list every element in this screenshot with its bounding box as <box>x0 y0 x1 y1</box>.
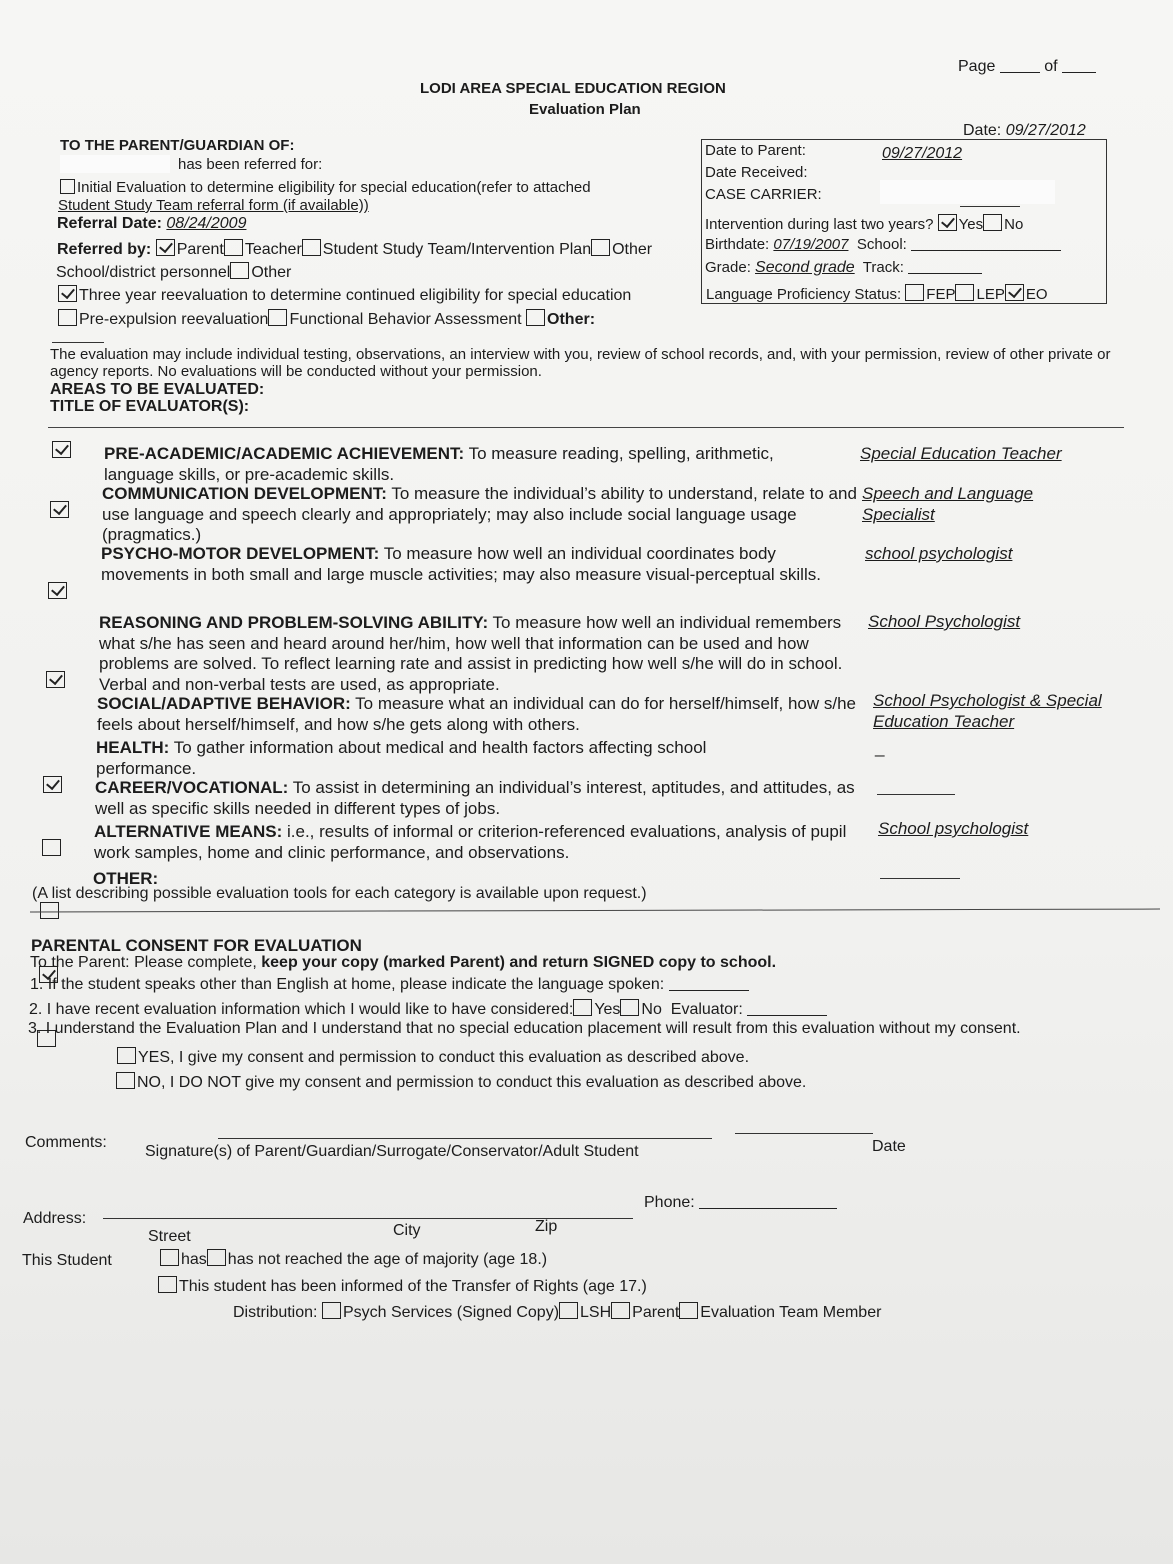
address-label: Address: <box>23 1210 87 1227</box>
to-parent-label: TO THE PARENT/GUARDIAN OF: <box>60 137 295 154</box>
city-label: City <box>393 1222 421 1239</box>
area-checkbox[interactable] <box>52 441 71 458</box>
area-description: PSYCHO-MOTOR DEVELOPMENT: To measure how well an individual coordinates body movements in both small and large muscle activities; may also measure visual-perceptual skills. <box>101 544 821 584</box>
evaluator-blank <box>877 794 955 795</box>
divider-top <box>48 427 1124 428</box>
consider-yes-checkbox[interactable] <box>573 999 592 1016</box>
personnel-row: School/district personnel Other <box>56 264 292 281</box>
initial-eval-checkbox[interactable] <box>60 179 75 194</box>
signature-label: Signature(s) of Parent/Guardian/Surrogate/Conservator/Adult Student <box>145 1143 639 1160</box>
distribution-row: Distribution: Psych Services (Signed Copy) LSH Parent Evaluation Team Member <box>233 1304 882 1321</box>
area-description: COMMUNICATION DEVELOPMENT: To measure the individual’s ability to understand, relate to and use language and speech clearly and appropriately; may also include social language usage (pragmatics.) <box>102 484 857 544</box>
consent-no-checkbox[interactable] <box>116 1072 135 1089</box>
signature-line[interactable] <box>218 1138 712 1139</box>
form-title: Evaluation Plan <box>529 101 641 118</box>
parent-checkbox[interactable] <box>156 239 175 256</box>
referral-date: Referral Date: 08/24/2009 <box>57 215 247 232</box>
consent-heading: PARENTAL CONSENT FOR EVALUATION <box>31 936 362 955</box>
zip-label: Zip <box>535 1218 558 1235</box>
eo-checkbox[interactable] <box>1005 284 1024 301</box>
birthdate-row: Birthdate: 07/19/2007 School: <box>705 236 1061 253</box>
parent-dist-checkbox[interactable] <box>611 1302 630 1319</box>
evaluator-label: School psychologist <box>878 819 1029 838</box>
transfer-row[interactable]: This student has been informed of the Transfer of Rights (age 17.) <box>158 1276 647 1296</box>
transfer-checkbox[interactable] <box>158 1276 177 1293</box>
other-checkbox[interactable] <box>591 239 610 256</box>
language-row: Language Proficiency Status: FEP LEP EO <box>706 286 1048 303</box>
teacher-checkbox[interactable] <box>224 239 243 256</box>
area-checkbox[interactable] <box>42 839 61 856</box>
intervention-row: Intervention during last two years? Yes No <box>705 216 1024 233</box>
tools-note: (A list describing possible evaluation tools for each category is available upon request.) <box>32 885 647 902</box>
redacted-name <box>60 155 170 173</box>
date-to-parent-value: 09/27/2012 <box>882 145 963 162</box>
majority-row: has has not reached the age of majority (age 18.) <box>160 1249 547 1269</box>
has-not-checkbox[interactable] <box>207 1249 226 1266</box>
initial-eval-option[interactable]: Initial Evaluation to determine eligibility for special education(refer to attached <box>60 179 591 196</box>
area-checkbox[interactable] <box>46 671 65 688</box>
grade-row: Grade: Second grade Track: <box>705 259 982 277</box>
referred-by-row: Referred by: Parent Teacher Student Study Team/Intervention Plan Other <box>57 241 653 258</box>
this-student-label: This Student <box>22 1252 112 1269</box>
date-line[interactable] <box>735 1133 873 1134</box>
intervention-no-checkbox[interactable] <box>983 214 1002 231</box>
area-checkbox[interactable] <box>50 501 69 518</box>
case-carrier-line <box>960 206 1020 207</box>
page-number: Page of <box>958 58 1096 76</box>
lsh-checkbox[interactable] <box>559 1302 578 1319</box>
evaluator-label: _ <box>875 738 885 757</box>
area-checkbox[interactable] <box>48 582 67 599</box>
three-year-checkbox[interactable] <box>58 285 77 302</box>
area-description: HEALTH: To gather information about medical and health factors affecting school performance. <box>96 738 707 778</box>
comments-label: Comments: <box>25 1134 107 1151</box>
other-bold-checkbox[interactable] <box>526 309 545 326</box>
form-date: Date: 09/27/2012 <box>963 122 1086 139</box>
pre-expulsion-checkbox[interactable] <box>58 309 77 326</box>
date-received-label: Date Received: <box>705 164 808 181</box>
referred-for-label: has been referred for: <box>178 156 323 173</box>
has-checkbox[interactable] <box>160 1249 179 1266</box>
area-checkbox[interactable] <box>43 776 62 793</box>
consent-item-2: 2. I have recent evaluation information which I would like to have considered: Yes No Evaluator: <box>29 999 827 1019</box>
org-title: LODI AREA SPECIAL EDUCATION REGION <box>420 80 726 97</box>
evaluator-label: School Psychologist <box>868 612 1021 631</box>
area-description: CAREER/VOCATIONAL: To assist in determining an individual’s interest, aptitudes, and attitudes, as well as specific skills needed in different types of jobs. <box>95 778 855 818</box>
psych-services-checkbox[interactable] <box>322 1302 341 1319</box>
three-year-option[interactable]: Three year reevaluation to determine continued eligibility for special education <box>58 285 631 305</box>
evaluator-label: school psychologist <box>865 544 1013 563</box>
consent-instructions: To the Parent: Please complete, keep your copy (marked Parent) and return SIGNED copy to school. <box>30 954 777 971</box>
date-label: Date <box>872 1138 906 1155</box>
consider-no-checkbox[interactable] <box>620 999 639 1016</box>
team-member-checkbox[interactable] <box>679 1302 698 1319</box>
personnel-other-checkbox[interactable] <box>230 262 249 279</box>
intervention-yes-checkbox[interactable] <box>938 214 957 231</box>
phone-field: Phone: <box>644 1194 837 1212</box>
area-description: REASONING AND PROBLEM-SOLVING ABILITY: To measure how well an individual remembers what s/he has seen and heard around her/him, how well that information can be used and how problems are solved. To reflect learning rate and assist in predicting how well s/he will do in school. Verbal and non-verbal tests are used, as appropriate. <box>99 613 843 694</box>
consent-item-1: 1. If the student speaks other than English at home, please indicate the language spoken: <box>30 976 749 994</box>
fep-checkbox[interactable] <box>905 284 924 301</box>
initial-eval-line2: Student Study Team referral form (if available)) <box>58 197 369 214</box>
area-description: PRE-ACADEMIC/ACADEMIC ACHIEVEMENT: To measure reading, spelling, arithmetic, language skills, or pre-academic skills. <box>104 444 774 484</box>
street-label: Street <box>148 1228 191 1245</box>
date-to-parent-label: Date to Parent: <box>705 142 806 159</box>
evaluator-label: School Psychologist & Special Education Teacher <box>873 691 1102 731</box>
evaluator-blank <box>880 878 960 879</box>
area-description: OTHER: <box>93 869 159 888</box>
divider-bottom <box>30 909 1160 913</box>
evaluator-title-label: TITLE OF EVALUATOR(S): <box>50 398 250 415</box>
redacted-case-carrier <box>880 180 1055 204</box>
areas-label: AREAS TO BE EVALUATED: <box>50 381 265 398</box>
area-description: SOCIAL/ADAPTIVE BEHAVIOR: To measure what an individual can do for herself/himself, how s/he feels about herself/himself, and how s/he gets along with others. <box>97 694 857 734</box>
case-carrier-label: CASE CARRIER: <box>705 186 822 203</box>
area-description: ALTERNATIVE MEANS: i.e., results of informal or criterion-referenced evaluations, analysis of pupil work samples, home and clinic performance, and observations. <box>94 822 847 862</box>
intro-paragraph: The evaluation may include individual testing, observations, an interview with you, review of school records, and, with your permission, review of other private or agency reports. No evaluations will be conducted without your permission. <box>50 346 1111 380</box>
evaluator-label: Special Education Teacher <box>860 444 1062 463</box>
consent-no-option[interactable]: NO, I DO NOT give my consent and permission to conduct this evaluation as described above. <box>116 1072 806 1092</box>
lep-checkbox[interactable] <box>955 284 974 301</box>
consent-yes-checkbox[interactable] <box>117 1047 136 1064</box>
pre-expulsion-row: Pre-expulsion reevaluation Functional Behavior Assessment Other: <box>58 309 595 329</box>
intro-rule <box>52 342 104 343</box>
consent-yes-option[interactable]: YES, I give my consent and permission to conduct this evaluation as described above. <box>117 1047 749 1067</box>
evaluator-label: Speech and Language Specialist <box>862 484 1034 524</box>
consent-item-3: 3. I understand the Evaluation Plan and I understand that no special education placement will result from this evaluation without my consent. <box>28 1020 1021 1037</box>
sst-checkbox[interactable] <box>302 239 321 256</box>
fba-checkbox[interactable] <box>268 309 287 326</box>
